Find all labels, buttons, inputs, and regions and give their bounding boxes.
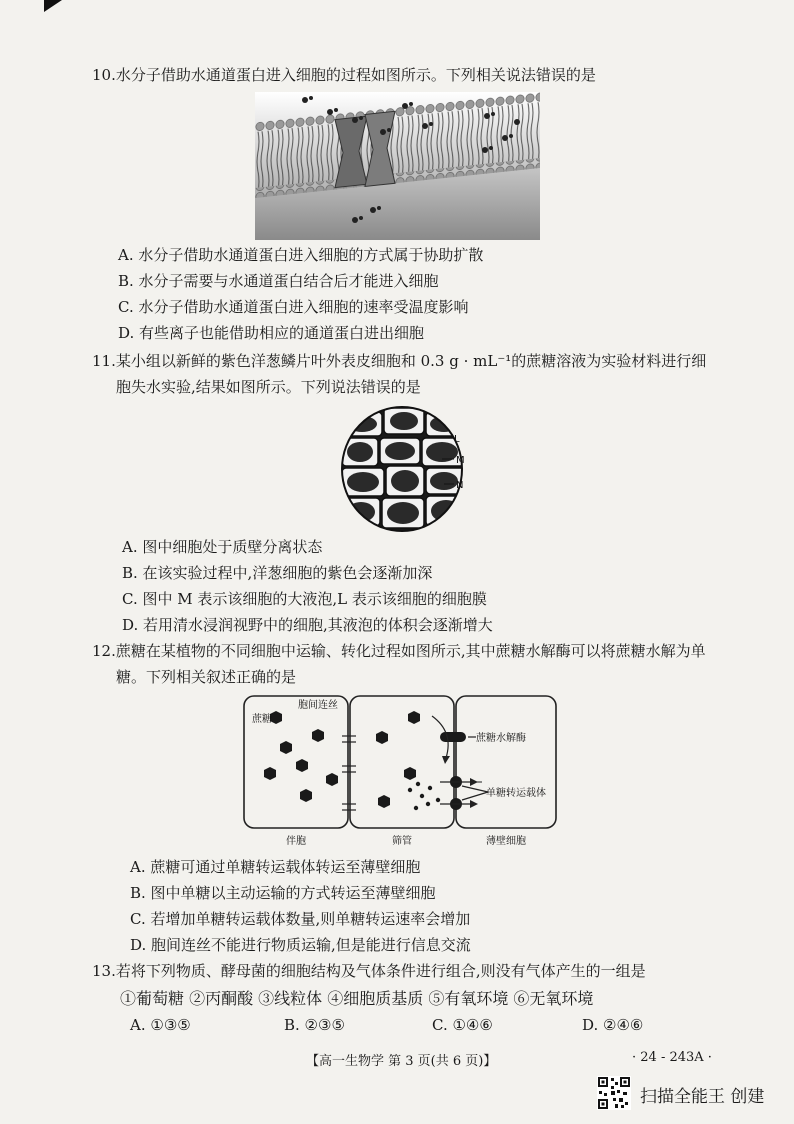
- q10-option-d: D. 有些离子也能借助相应的通道蛋白进出细胞: [118, 324, 425, 342]
- q13-option-b: B. ②③⑤: [284, 1016, 345, 1034]
- q13-items: ①葡萄糖 ②丙酮酸 ③线粒体 ④细胞质基质 ⑤有氧环境 ⑥无氧环境: [120, 989, 594, 1008]
- q10-stem: 10.水分子借助水通道蛋白进入细胞的过程如图所示。下列相关说法错误的是: [92, 66, 596, 84]
- q12-transport-figure: [240, 692, 560, 852]
- q12-stem-line1: 12.蔗糖在某植物的不同细胞中运输、转化过程如图所示,其中蔗糖水解酶可以将蔗糖水解为单: [92, 642, 706, 660]
- label-plasmodesmata: 胞间连丝: [298, 700, 338, 711]
- q11-cell-figure: [340, 404, 480, 534]
- label-carrier: 单糖转运载体: [486, 788, 546, 799]
- q10-membrane-figure: [255, 92, 540, 240]
- q13-option-c: C. ①④⑥: [432, 1016, 493, 1034]
- q10-option-b: B. 水分子需要与水通道蛋白结合后才能进入细胞: [118, 272, 439, 290]
- scanner-watermark: 扫描全能王 创建: [640, 1087, 765, 1107]
- label-enzyme: 蔗糖水解酶: [476, 733, 526, 744]
- label-sieve-tube: 筛管: [392, 836, 412, 847]
- q11-option-a: A. 图中细胞处于质壁分离状态: [122, 538, 323, 556]
- q11-stem-line2: 胞失水实验,结果如图所示。下列说法错误的是: [116, 378, 421, 396]
- page-footer: 【高一生物学 第 3 页(共 6 页)】: [306, 1054, 497, 1069]
- qr-code-icon: [597, 1076, 631, 1110]
- page-code: · 24 - 243A ·: [632, 1050, 712, 1065]
- label-sucrose: 蔗糖: [252, 714, 272, 725]
- label-m: M: [456, 455, 465, 466]
- label-n: N: [456, 480, 464, 491]
- q13-stem: 13.若将下列物质、酵母菌的细胞结构及气体条件进行组合,则没有气体产生的一组是: [92, 962, 646, 980]
- q10-option-c: C. 水分子借助水通道蛋白进入细胞的速率受温度影响: [118, 298, 469, 316]
- q10-option-a: A. 水分子借助水通道蛋白进入细胞的方式属于协助扩散: [118, 246, 484, 264]
- label-parenchyma-cell: 薄壁细胞: [486, 836, 526, 847]
- q11-option-c: C. 图中 M 表示该细胞的大液泡,L 表示该细胞的细胞膜: [122, 590, 487, 608]
- q12-stem-line2: 糖。下列相关叙述正确的是: [116, 668, 297, 686]
- q13-option-a: A. ①③⑤: [130, 1016, 191, 1034]
- q12-option-c: C. 若增加单糖转运载体数量,则单糖转运速率会增加: [130, 910, 471, 928]
- label-l: L: [454, 434, 460, 445]
- q12-option-a: A. 蔗糖可通过单糖转运载体转运至薄壁细胞: [130, 858, 421, 876]
- q11-option-d: D. 若用清水浸润视野中的细胞,其液泡的体积会逐渐增大: [122, 616, 493, 634]
- q13-option-d: D. ②④⑥: [582, 1016, 644, 1034]
- q12-option-b: B. 图中单糖以主动运输的方式转运至薄壁细胞: [130, 884, 436, 902]
- q12-option-d: D. 胞间连丝不能进行物质运输,但是能进行信息交流: [130, 936, 471, 954]
- label-companion-cell: 伴胞: [286, 836, 306, 847]
- corner-mark: [44, 0, 62, 12]
- q11-stem-line1: 11.某小组以新鲜的紫色洋葱鳞片叶外表皮细胞和 0.3 g · mL⁻¹的蔗糖溶液为实验材料进行细: [92, 352, 707, 370]
- q11-option-b: B. 在该实验过程中,洋葱细胞的紫色会逐渐加深: [122, 564, 433, 582]
